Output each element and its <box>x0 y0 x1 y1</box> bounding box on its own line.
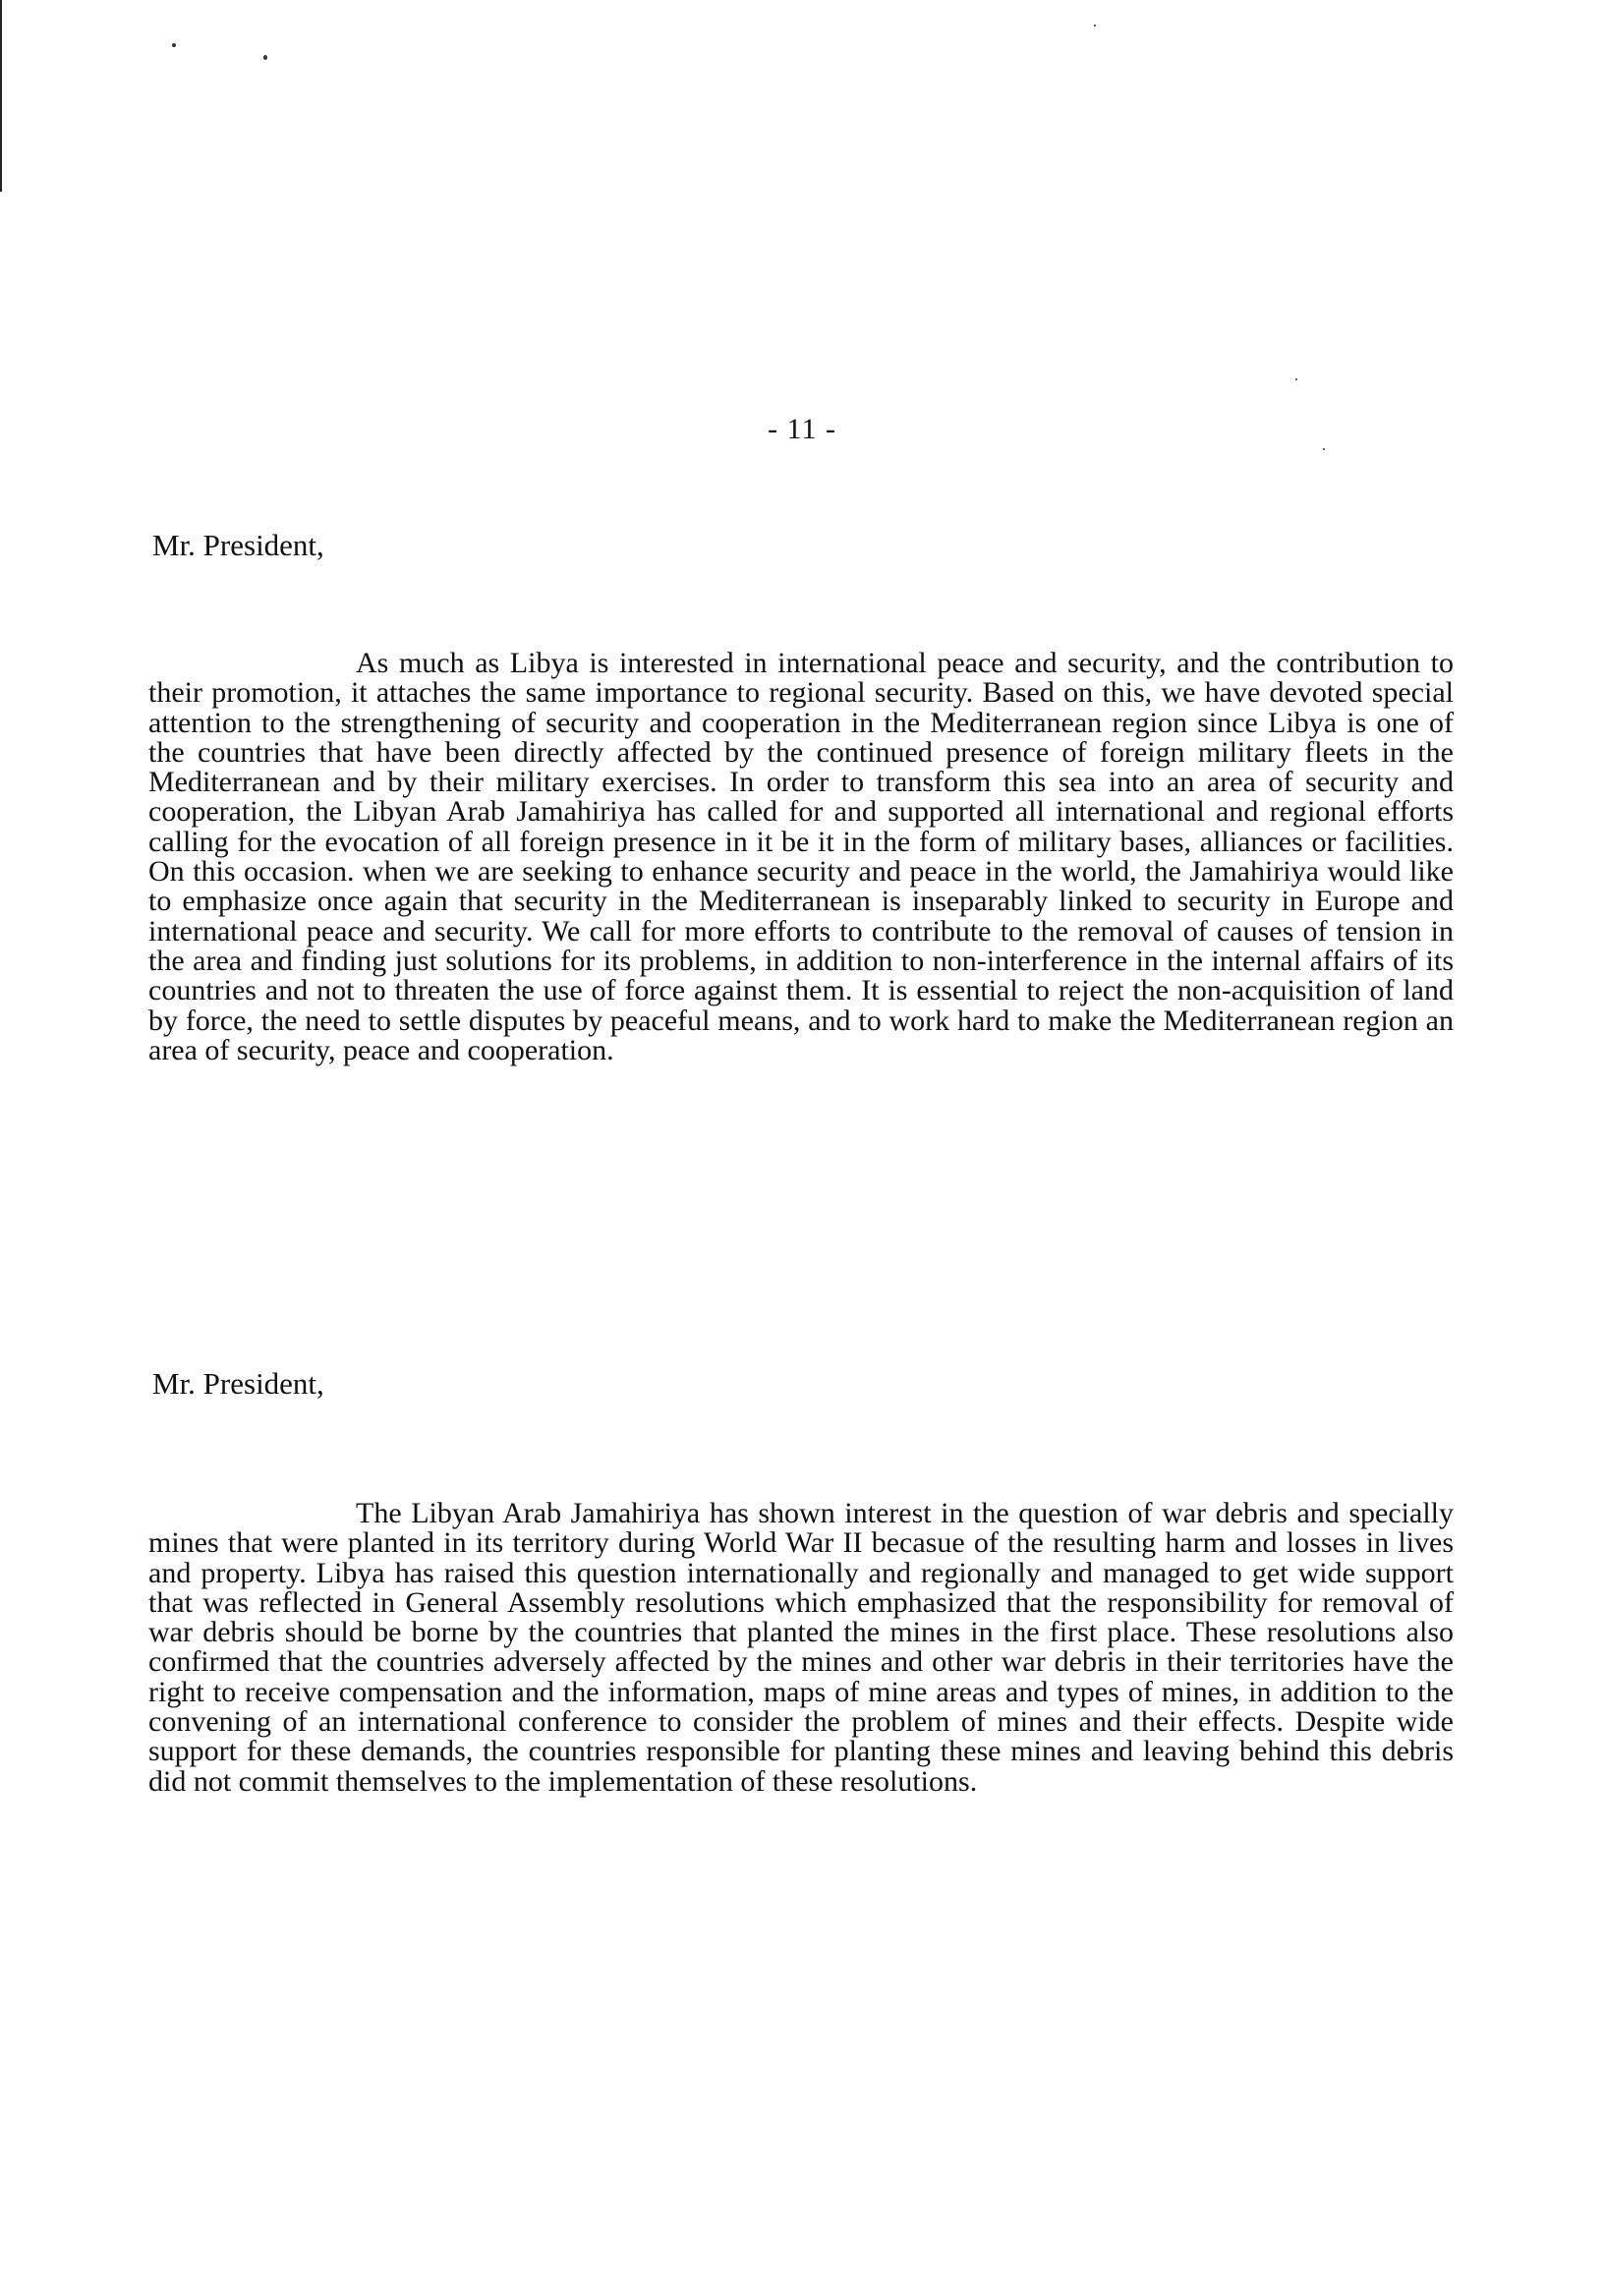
scan-speck <box>172 43 176 47</box>
salutation: Mr. President, <box>152 528 324 562</box>
page-number: - 11 - <box>768 413 836 445</box>
scan-speck <box>1094 25 1096 27</box>
scan-speck <box>1323 448 1325 450</box>
scan-speck <box>263 55 267 60</box>
scan-speck <box>1295 378 1297 380</box>
body-paragraph: As much as Libya is interested in international peace and security, and the contribution to their promotion, it attaches the same importance to regional security. Based on this, we have devoted special attention to the strengthening of security and cooperation in the Mediterranean region since Libya is one of the countries that have been directly affected by the continued presence of foreign military fleets in the Mediterranean and by their military exercises. In order to transform this sea into an area of security and cooperation, the Libyan Arab Jamahiriya has called for and supported all international and regional efforts calling for the evocation of all foreign presence in it be it in the form of military bases, alliances or facilities. On this occasion. when we are seeking to enhance security and peace in the world, the Jamahiriya would like to emphasize once again that security in the Mediterranean is inseparably linked to security in Europe and international peace and security. We call for more efforts to contribute to the removal of causes of tension in the area and finding just solutions for its problems, in addition to non-interference in the internal affairs of its countries and not to threaten the use of force against them. It is essential to reject the non-acquisition of land by force, the need to settle disputes by peaceful means, and to work hard to make the Mediterranean region an area of security, peace and cooperation. <box>148 647 1454 1066</box>
salutation: Mr. President, <box>152 1366 324 1401</box>
body-paragraph: The Libyan Arab Jamahiriya has shown interest in the question of war debris and specially mines that were planted in its territory during World War II becasue of the resulting harm and losses in lives and property. Libya has raised this question internationally and regionally and managed to get wide support that was reflected in General Assembly resolutions which emphasized that the responsibility for removal of war debris should be borne by the countries that planted the mines in the first place. These resolutions also confirmed that the countries adversely affected by the mines and other war debris in their territories have the right to receive compensation and the information, maps of mine areas and types of mines, in addition to the convening of an international conference to consider the problem of mines and their effects. Despite wide support for these demands, the countries responsible for planting these mines and leaving behind this debris did not commit themselves to the implementation of these resolutions. <box>148 1497 1454 1798</box>
scan-edge-mark <box>0 0 2 192</box>
